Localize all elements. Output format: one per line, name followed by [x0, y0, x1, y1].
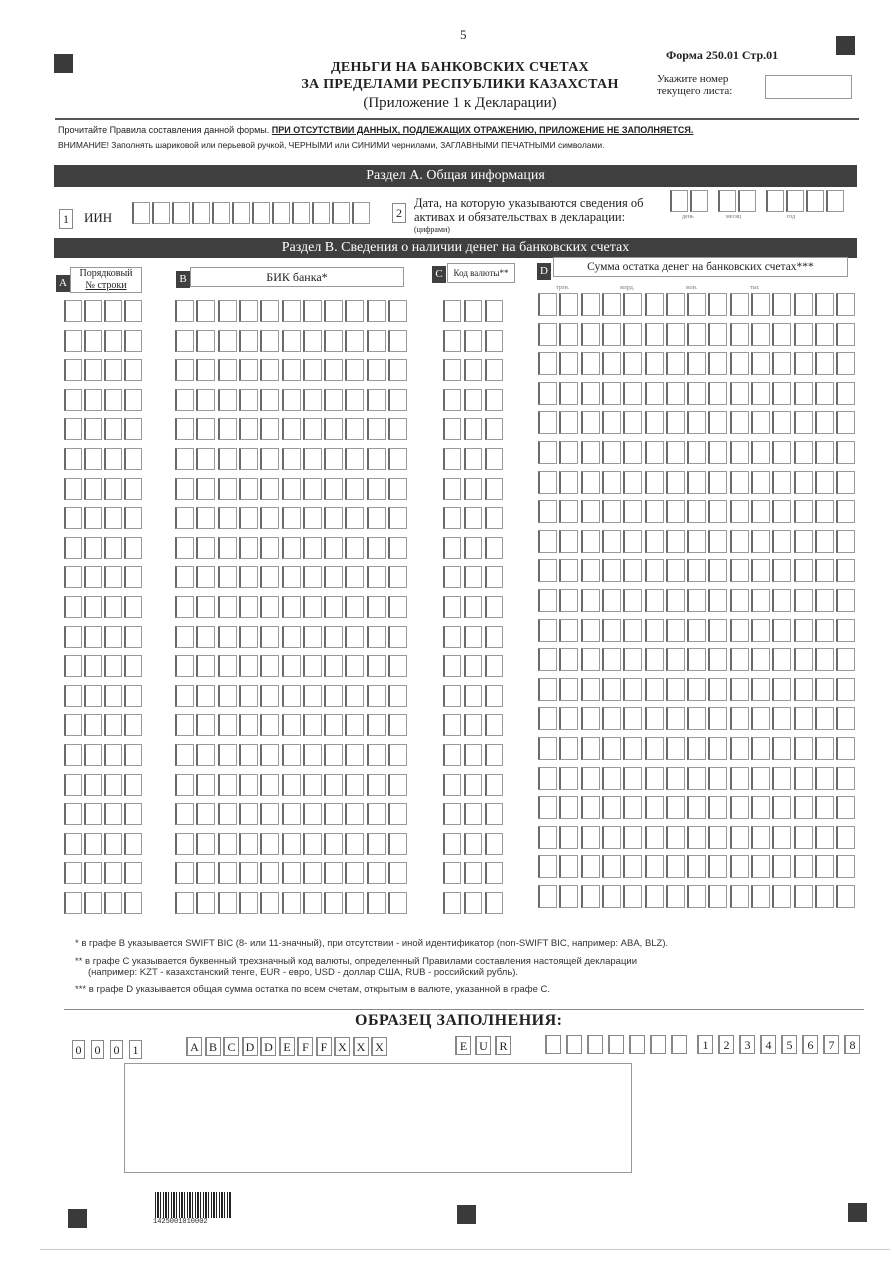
digit-group-million: млн. [686, 285, 698, 291]
date-year-caption: год [787, 214, 796, 220]
sample-amount-empty-cell [608, 1035, 624, 1054]
sample-title: ОБРАЗЕЦ ЗАПОЛНЕНИЯ: [355, 1012, 563, 1029]
section-a-title: Раздел А. Общая информация [366, 168, 545, 183]
column-b-letter: B [176, 271, 190, 288]
sample-amount-empty-cell [566, 1035, 582, 1054]
sample-amount-empty-cell [545, 1035, 561, 1054]
column-a-header-line-2: № строки [85, 280, 127, 291]
barcode [155, 1192, 232, 1218]
sample-row-number-digit: 1 [129, 1040, 142, 1059]
sample-amount-digit: 1 [697, 1035, 713, 1054]
sample-amount-digit: 4 [760, 1035, 776, 1054]
sample-currency-letter: U [475, 1036, 491, 1055]
sample-amount-digit: 8 [844, 1035, 860, 1054]
form-code: Форма 250.01 Стр.01 [666, 48, 779, 62]
column-c-letter: C [432, 266, 446, 283]
date-field-number: 2 [392, 203, 406, 223]
barcode-text: 1425001010002 [153, 1218, 208, 1226]
notes-box[interactable] [124, 1063, 632, 1173]
section-b-title: Раздел В. Сведения о наличии денег на банковских счетах [281, 240, 630, 255]
sample-amount-empty-cell [587, 1035, 603, 1054]
form-title-line-3: (Приложение 1 к Декларации) [363, 95, 557, 111]
bottom-rule [40, 1249, 890, 1250]
column-b-title: БИК банка* [266, 270, 328, 284]
sample-bik-letter: D [242, 1037, 258, 1056]
sample-amount-digit: 7 [823, 1035, 839, 1054]
sample-bik-letter: D [260, 1037, 276, 1056]
sample-row-number-digit: 0 [91, 1040, 104, 1059]
digit-group-thousand: тыс [750, 285, 760, 291]
sample-bik-letter: F [316, 1037, 332, 1056]
corner-marker-bottom-left [68, 1209, 87, 1228]
date-hint: (цифрами) [414, 225, 450, 234]
sample-amount-digit: 6 [802, 1035, 818, 1054]
sample-bik-letter: E [279, 1037, 295, 1056]
corner-marker-bottom-right [848, 1203, 867, 1222]
sample-amount-digit: 5 [781, 1035, 797, 1054]
sample-row-number-digit: 0 [110, 1040, 123, 1059]
corner-marker-bottom-center [457, 1205, 476, 1224]
sample-amount-digit: 2 [718, 1035, 734, 1054]
footnote-2-line-2: (например: KZT - казахстанский тенге, EUR - евро, USD - доллар США, RUB - российский рубль). [88, 967, 519, 978]
page-number: 5 [460, 27, 467, 42]
sample-row-number-digit: 0 [72, 1040, 85, 1059]
form-title-line-1: ДЕНЬГИ НА БАНКОВСКИХ СЧЕТАХ [330, 60, 590, 75]
sample-bik-letter: F [297, 1037, 313, 1056]
iin-field-number: 1 [59, 209, 73, 229]
sample-currency-letter: R [495, 1036, 511, 1055]
date-label-2: активах и обязательствах в декларации: [414, 210, 626, 224]
form-title-line-2: ЗА ПРЕДЕЛАМИ РЕСПУБЛИКИ КАЗАХСТАН [301, 77, 619, 92]
sample-bik-letter: B [205, 1037, 221, 1056]
sample-bik-letter: C [223, 1037, 239, 1056]
sample-amount-empty-cell [650, 1035, 666, 1054]
sheet-number-label-2: текущего листа: [657, 85, 733, 97]
iin-label: ИИН [84, 210, 113, 225]
column-a-header-line-1: Порядковый [79, 268, 133, 279]
digit-group-trillion: трлн. [556, 285, 570, 291]
sample-bik-letter: X [334, 1037, 350, 1056]
sample-bik-letter: X [353, 1037, 369, 1056]
date-month-caption: месяц [726, 214, 742, 220]
column-c-title: Код валюты** [453, 268, 509, 278]
sheet-number-label-1: Укажите номер [657, 73, 729, 85]
column-d-title: Сумма остатка денег на банковских счетах*** [587, 261, 814, 273]
sample-bik-letter: X [371, 1037, 387, 1056]
instructions-plain: Прочитайте Правила составления данной формы. [58, 125, 272, 135]
sample-amount-empty-cell [671, 1035, 687, 1054]
digit-group-billion: млрд. [620, 285, 635, 291]
date-day-caption: день [682, 214, 694, 220]
footnote-2-line-1: ** в графе C указывается буквенный трехзначный код валюты, определенный Правилами составления настоящей декларации [75, 956, 638, 967]
date-label-1: Дата, на которую указываются сведения об [414, 196, 644, 210]
column-a-letter: A [56, 275, 70, 292]
column-d-letter: D [537, 263, 551, 280]
sample-currency-letter: E [455, 1036, 471, 1055]
sample-amount-digit: 3 [739, 1035, 755, 1054]
sample-bik-letter: A [186, 1037, 202, 1056]
footnote-3: *** в графе D указывается общая сумма остатка по всем счетам, открытым в валюте, указанной в графе C. [75, 984, 551, 995]
instructions-warning: ПРИ ОТСУТСТВИИ ДАННЫХ, ПОДЛЕЖАЩИХ ОТРАЖЕНИЮ, ПРИЛОЖЕНИЕ НЕ ЗАПОЛНЯЕТСЯ. [271, 125, 694, 135]
footnote-1: * в графе B указывается SWIFT BIC (8- или 11-значный), при отсутствии - иной идентификатор (non-SWIFT BIC, например: ABA, BLZ). [75, 938, 669, 949]
sample-amount-empty-cell [629, 1035, 645, 1054]
instructions-line-2: ВНИМАНИЕ! Заполнять шариковой или перьевой ручкой, ЧЕРНЫМИ или СИНИМИ чернилами, ЗАГЛАВНЫМИ ПЕЧАТНЫМИ символами. [58, 140, 605, 150]
